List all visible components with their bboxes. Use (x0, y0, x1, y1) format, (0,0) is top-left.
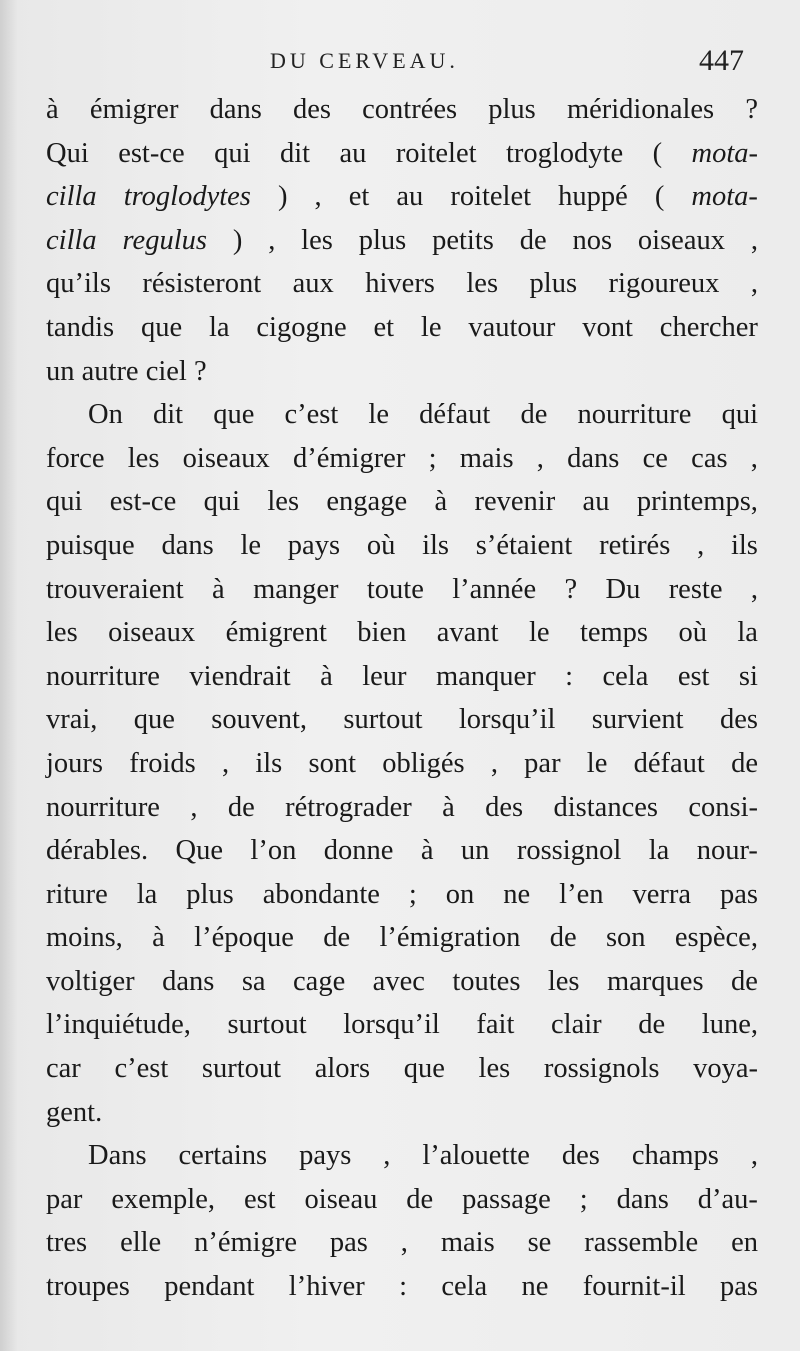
text-line: puisque dans le pays où ils s’étaient retirés , ils (46, 529, 758, 561)
text-line: riture la plus abondante ; on ne l’en verra pas (46, 878, 758, 910)
paragraph (46, 393, 758, 1134)
text-line: Dans certains pays , l’alouette des champs , (88, 1140, 758, 1172)
text-line: Qui est-ce qui dit au roitelet troglodyte ( mota- (46, 137, 758, 169)
text-line: moins, à l’époque de l’émigration de son espèce, (46, 922, 758, 954)
text-line: car c’est surtout alors que les rossignols voya- (46, 1053, 758, 1085)
text-line: voltiger dans sa cage avec toutes les marques de (46, 965, 758, 997)
page-number: 447 (699, 44, 744, 77)
paragraph (46, 88, 758, 393)
text-line: qui est-ce qui les engage à revenir au printemps, (46, 486, 758, 518)
text-line: tandis que la cigogne et le vautour vont chercher (46, 311, 758, 343)
text-line: dérables. Que l’on donne à un rossignol la nour- (46, 835, 758, 867)
text-line: gent. (46, 1096, 103, 1128)
text-line: trouveraient à manger toute l’année ? Du reste , (46, 573, 758, 605)
text-line: nourriture viendrait à leur manquer : cela est si (46, 660, 758, 692)
text-line: On dit que c’est le défaut de nourriture qui (88, 399, 758, 431)
text-line: l’inquiétude, surtout lorsqu’il fait clair de lune, (46, 1009, 758, 1041)
text-line: jours froids , ils sont obligés , par le défaut de (46, 747, 758, 779)
text-line: troupes pendant l’hiver : cela ne fournit-il pas (46, 1271, 758, 1303)
text-line: par exemple, est oiseau de passage ; dans d’au- (46, 1183, 758, 1215)
running-title: DU CERVEAU. (270, 48, 459, 73)
text-line: nourriture , de rétrograder à des distances consi- (46, 791, 758, 823)
text-line: à émigrer dans des contrées plus méridionales ? (46, 94, 758, 125)
text-line: cilla troglodytes ) , et au roitelet huppé ( mota- (46, 181, 758, 213)
paragraph (46, 1134, 758, 1308)
text-line: force les oiseaux d’émigrer ; mais , dans ce cas , (46, 442, 758, 474)
body-text (46, 88, 758, 1309)
running-head (0, 44, 800, 84)
text-line: qu’ils résisteront aux hivers les plus rigoureux , (46, 268, 758, 300)
text-line: tres elle n’émigre pas , mais se rassemble en (46, 1227, 758, 1259)
text-line: vrai, que souvent, surtout lorsqu’il survient des (46, 704, 758, 736)
text-line: les oiseaux émigrent bien avant le temps où la (46, 617, 758, 649)
text-line: cilla regulus ) , les plus petits de nos oiseaux , (46, 224, 758, 256)
text-line: un autre ciel ? (46, 355, 207, 387)
